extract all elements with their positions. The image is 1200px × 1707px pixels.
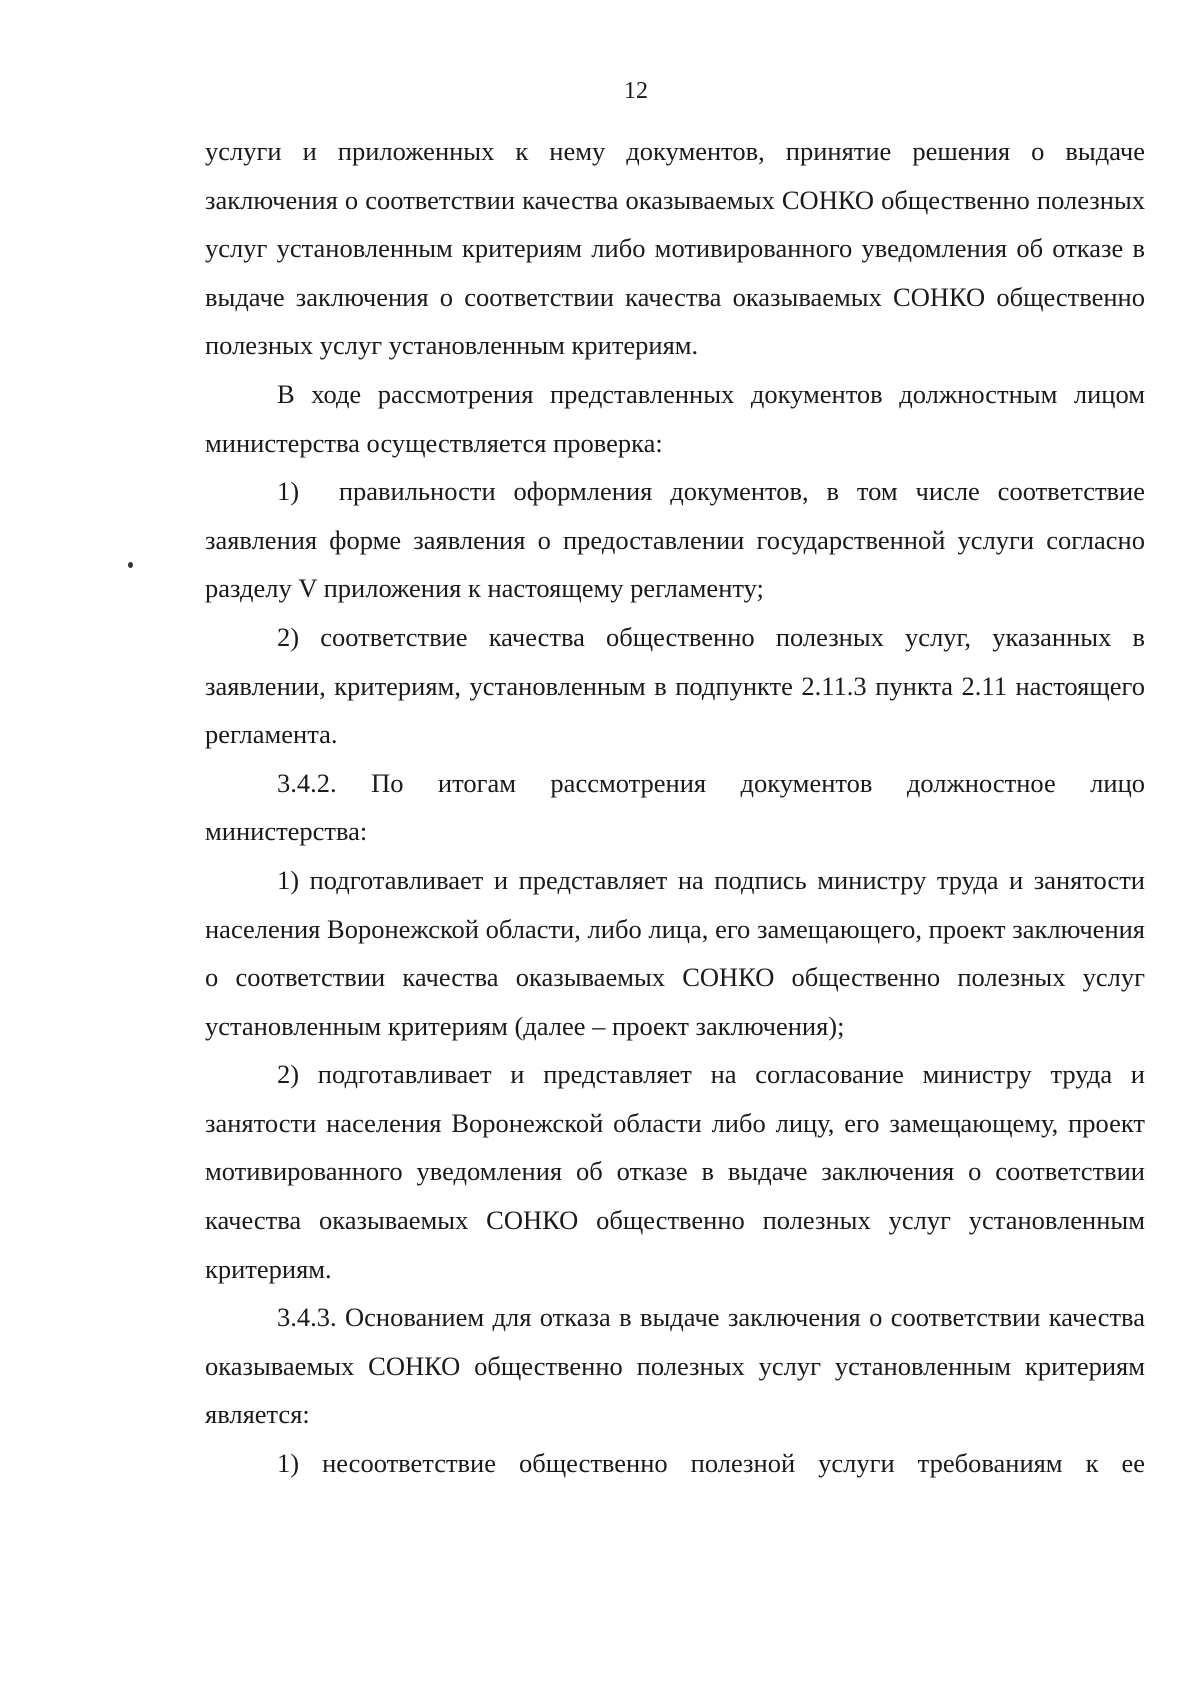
page-number: 12 bbox=[624, 78, 648, 104]
paragraph-check-item-1: 1) правильности оформления документов, в том числе соответствие заявления форме заявления о предоставлении государственной услуги согласно разделу V приложения к настоящему регламенту; bbox=[205, 476, 1145, 604]
paragraph-action-item-2: 2) подготавливает и представляет на согласование министру труда и занятости населения Воронежской области либо лицу, его замещающему, проект мотивированного уведомления об отказе в выдаче заключения о соответствии качества оказываемых СОНКО общественно полезных услуг установленным критериям. bbox=[205, 1059, 1145, 1284]
paragraph-action-item-1: 1) подготавливает и представляет на подпись министру труда и занятости населения Воронежской области, либо лица, его замещающего, проект заключения о соответствии качества оказываемых СОНКО общественно полезных услуг установленным критериям (далее – проект заключения); bbox=[205, 864, 1145, 1041]
paragraph-continuation: услуги и приложенных к нему документов, принятие решения о выдаче заключения о соответствии качества оказываемых СОНКО общественно полезных услуг установленным критериям либо мотивированного уведомления об отказе в выдаче заключения о соответствии качества оказываемых СОНКО общественно полезных услуг установленным критериям. bbox=[205, 136, 1145, 361]
document-body bbox=[205, 127, 1145, 1488]
paragraph-refusal-item-1: 1) несоответствие общественно полезной услуги требованиям к ее bbox=[277, 1448, 1145, 1479]
paragraph-check-item-2: 2) соответствие качества общественно полезных услуг, указанных в заявлении, критериям, установленным в подпункте 2.11.3 пункта 2.11 настоящего регламента. bbox=[205, 621, 1145, 750]
paragraph-section-3-4-3: 3.4.3. Основанием для отказа в выдаче заключения о соответствии качества оказываемых СОНКО общественно полезных услуг установленным критериям является: bbox=[205, 1302, 1145, 1430]
stray-mark bbox=[128, 562, 133, 568]
paragraph-section-3-4-2: 3.4.2. По итогам рассмотрения документов должностное лицо министерства: bbox=[205, 767, 1145, 847]
paragraph-review-intro: В ходе рассмотрения представленных документов должностным лицом министерства осуществляется проверка: bbox=[205, 378, 1145, 458]
